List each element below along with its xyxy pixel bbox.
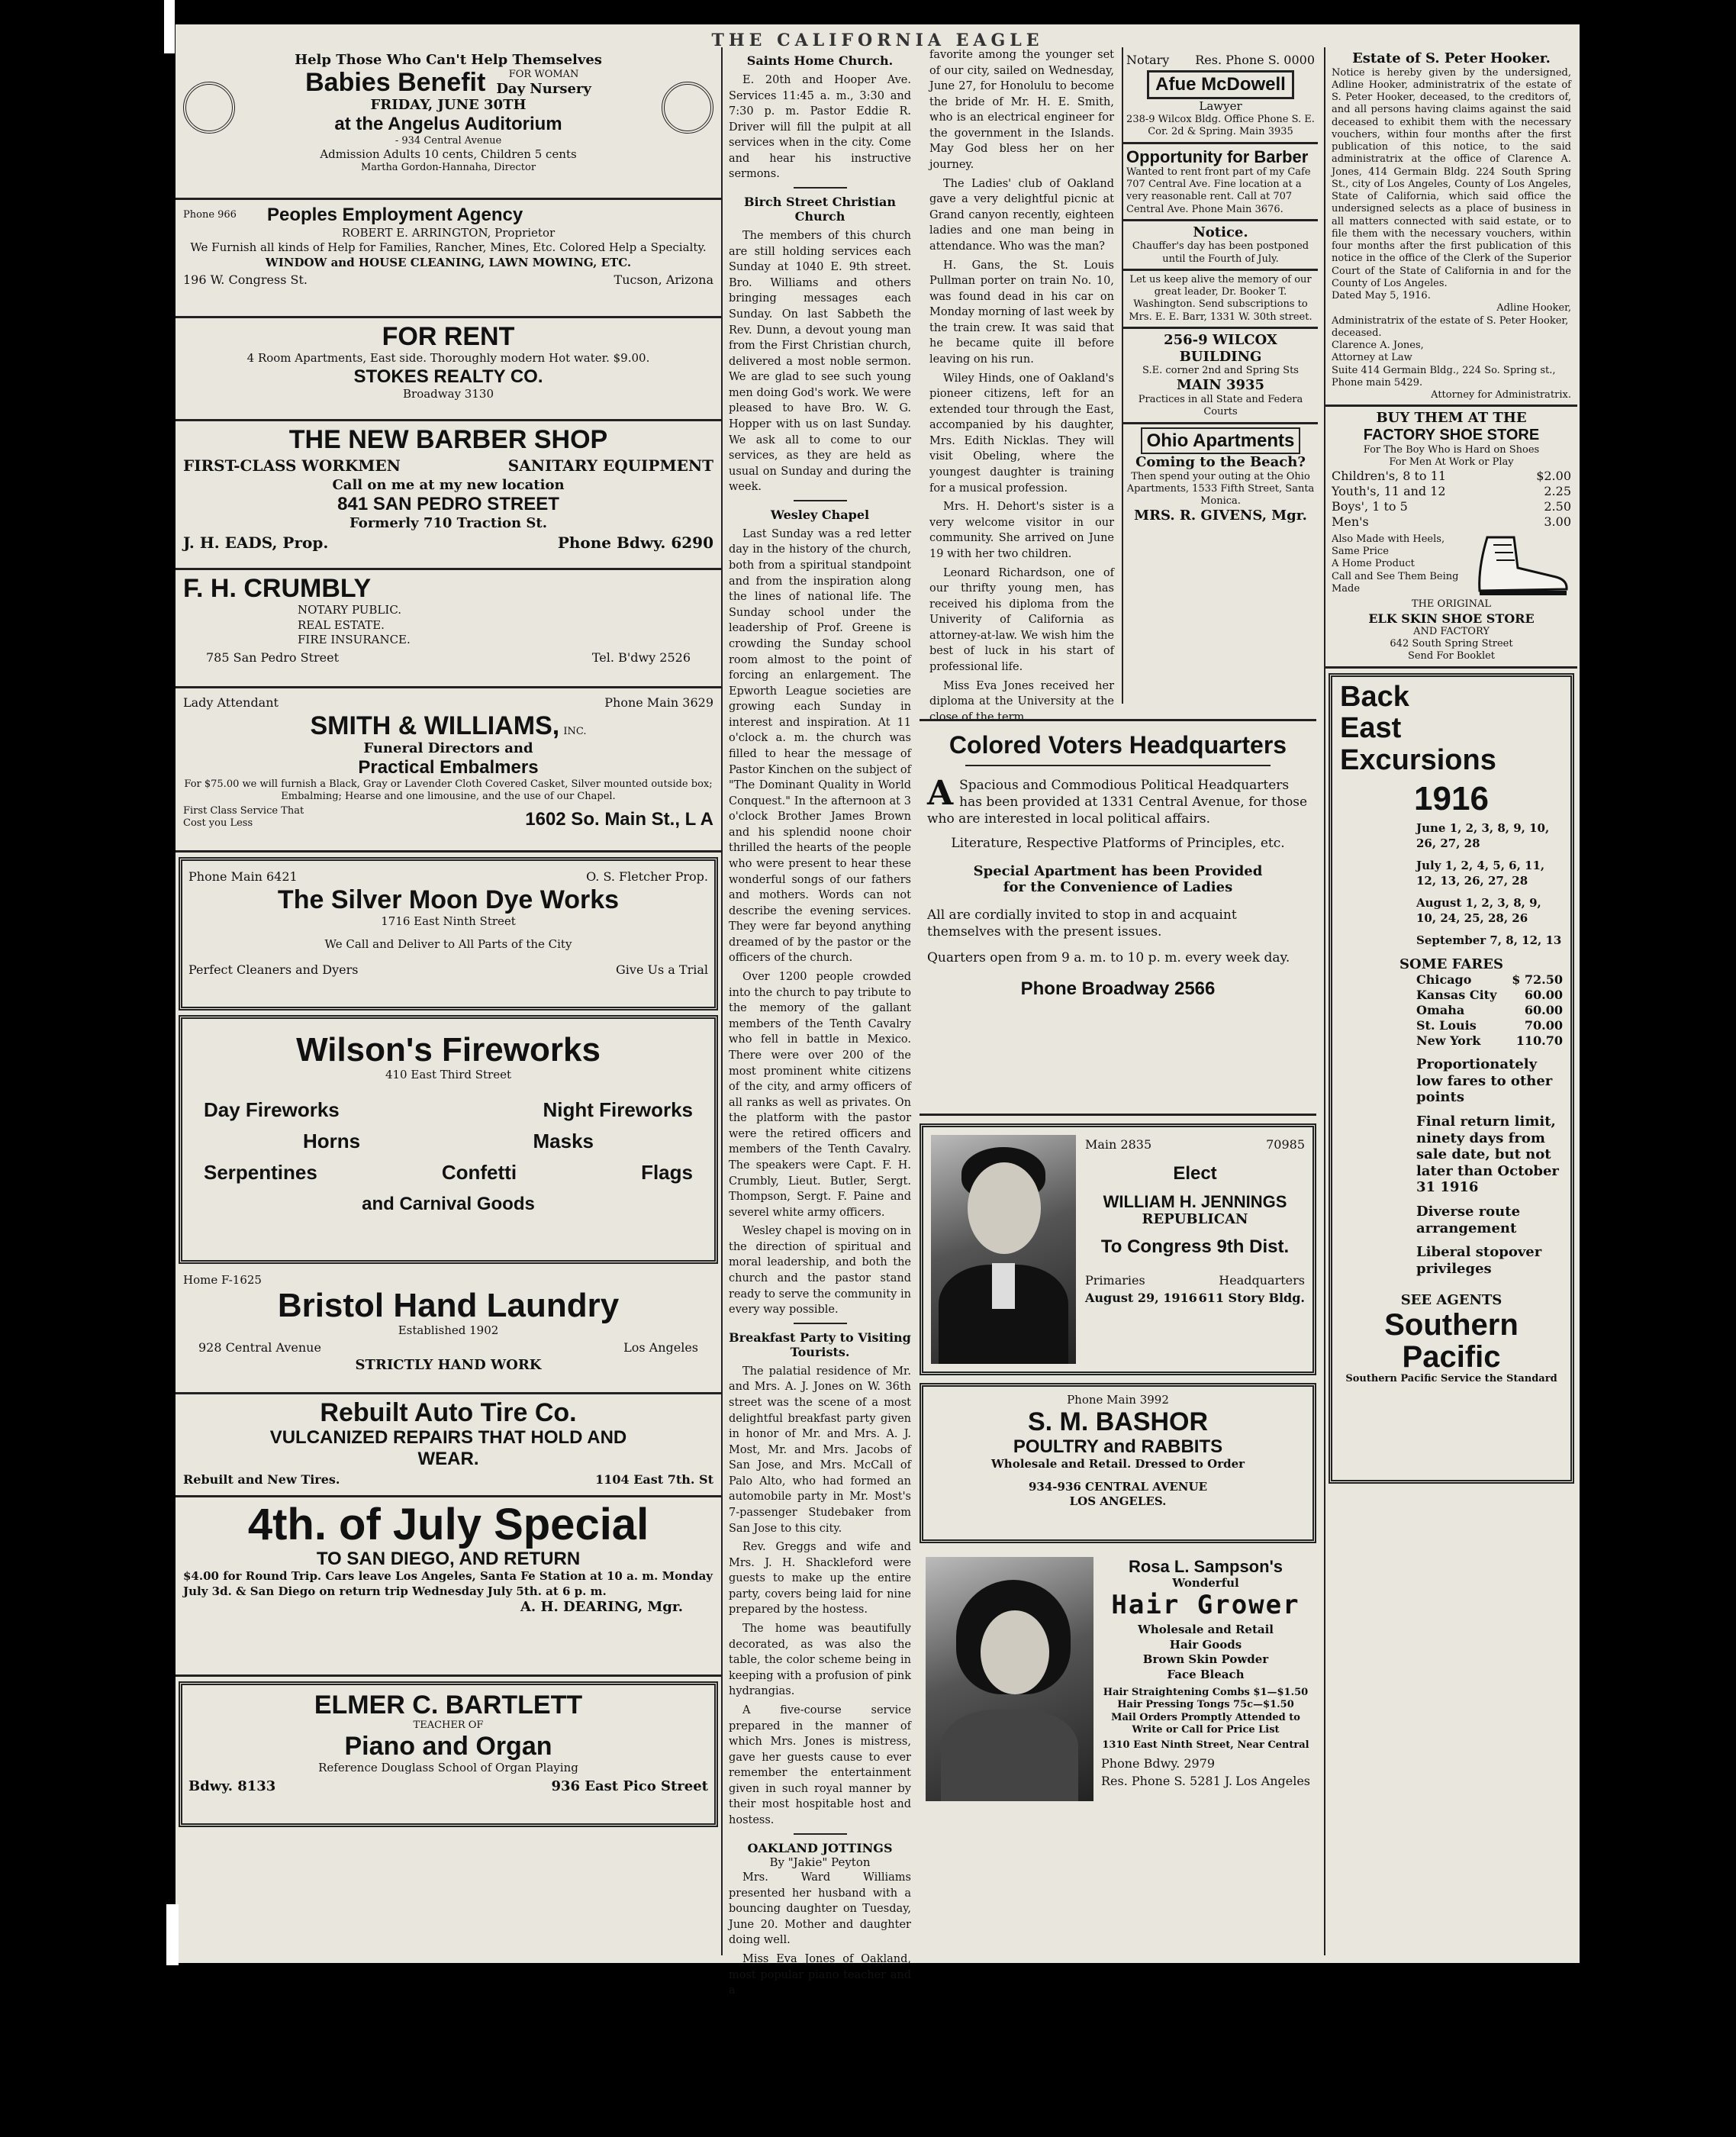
july-special-ad: [176, 1497, 721, 1677]
excursion-date-row: [1416, 821, 1563, 851]
bashor-desc: Wholesale and Retail. Dressed to Order: [990, 1457, 1245, 1471]
oakland-cont-7: Miss Eva Jones received her diploma at the University at the close of the term.: [929, 679, 1114, 724]
july-mgr: A. H. DEARING, Mgr.: [520, 1599, 683, 1616]
peoples-prop: ROBERT E. ARRINGTON, Proprietor: [341, 225, 556, 240]
legal-attorney: Attorney at Law: [1332, 352, 1412, 364]
barber-left: FIRST-CLASS WORKMEN: [183, 456, 401, 475]
barber-call: Call on me at my new location: [332, 477, 565, 494]
bartlett-addr: 936 East Pico Street: [551, 1778, 708, 1794]
peoples-addr: 196 W. Congress St.: [183, 272, 308, 288]
legal-attorney2: Attorney for Administratrix.: [1431, 389, 1571, 401]
wilson-r1b: Night Fireworks: [543, 1098, 693, 1121]
ornament-icon: [662, 82, 713, 134]
wesley-text-2: Over 1200 people crowded into the church to pay tribute to the memory of the gallant members of the Tenth Cavalry who fell in battle in Mexico. There were over 200 of the most prominent white citizens of the city, and army officers of all ranks as well as privates. On the platform with the pastor were the retired officers and members of the Tenth Cavalry. The speakers were Capt. F. H. Crumbly, Lieut. Butler, Sergt. Thompson, Sergt. F. Paine and severel white army officers.: [729, 971, 911, 1219]
peoples-city: Tucson, Arizona: [614, 272, 713, 288]
july-sub: TO SAN DIEGO, AND RETURN: [316, 1548, 581, 1569]
legal-head: Estate of S. Peter Hooker.: [1352, 50, 1551, 66]
opp-title: Opportunity for Barber: [1126, 147, 1309, 166]
jennings-office: To Congress 9th Dist.: [1100, 1236, 1290, 1258]
forrent-desc: 4 Room Apartments, East side. Thoroughly modern Hot water. $9.00.: [246, 351, 650, 366]
rebuilt-left: Rebuilt and New Tires.: [183, 1471, 340, 1487]
sampson-name: Rosa L. Sampson's: [1128, 1557, 1283, 1576]
wesley-text-1: Last Sunday was a red letter day in the history of the church, both from a spiritual standpoint and from the inspiration along the lines of national life. The Sunday school under the leadership of Prof. Greene is crowding the Sunday school room almost to the point of forcing an enlargement. The Epworth League societies are growing each Sunday in interest and inspiration. At 11 o'clock a. m. the church was filled to hear the message of Pastor Kinchen on the subject of "The Dominant Quality in World Conquest." In the afternoon at 3 o'clock Brother James Brown and his splendid noone choir thrilled the hearts of the people who were present to hear these wonderful songs of our fathers and mothers. Words can not describe the evening services. They were far beyond anything dreamed of by the pastor or the officers of the church.: [729, 527, 911, 965]
breakfast-text-2: Rev. Greggs and wife and Mrs. J. H. Shackleford were guests to make up the entire party, covers being laid for nine prepared by the hostess.: [729, 1541, 911, 1616]
bartlett-teacher: TEACHER OF: [413, 1720, 484, 1732]
shoe-size-price: 3.00: [1544, 514, 1571, 530]
rebuilt-tire-ad: [176, 1394, 721, 1497]
sampson-phone1: Phone Bdwy. 2979: [1101, 1756, 1216, 1771]
fare-city: New York: [1416, 1033, 1481, 1049]
wilson-r3a: Serpentines: [204, 1160, 317, 1184]
oakland-heading: OAKLAND JOTTINGS: [747, 1840, 893, 1855]
oakland-column: [923, 47, 1120, 724]
smith-phone: Phone Main 3629: [604, 695, 713, 710]
rebuilt-addr: 1104 East 7th. St: [595, 1471, 713, 1487]
colored-phone: Phone Broadway 2566: [1020, 978, 1216, 1000]
sp-pacific: Pacific: [1402, 1340, 1501, 1375]
rebuilt-sub: VULCANIZED REPAIRS THAT HOLD AND WEAR.: [269, 1427, 627, 1469]
excursion-days: 7, 8, 12, 13: [1490, 933, 1562, 948]
shoe-size-row: [1332, 499, 1571, 514]
bashor-addr: 934-936 CENTRAL AVENUE: [1028, 1479, 1208, 1494]
forrent-phone: Broadway 3130: [403, 387, 494, 401]
shoe-size-label: Youth's, 11 and 12: [1332, 484, 1446, 499]
bristol-city: Los Angeles: [623, 1340, 698, 1355]
babies-admission: Admission Adults 10 cents, Children 5 cents: [320, 147, 577, 161]
crumbly-title: F. H. CRUMBLY: [183, 574, 372, 603]
excursion-days: 1, 2, 4, 5, 6, 11, 12, 13, 26, 27, 28: [1416, 859, 1545, 888]
ohio-ad: [1123, 424, 1318, 528]
back-year: 1916: [1414, 780, 1489, 818]
rebuilt-title: Rebuilt Auto Tire Co.: [320, 1398, 577, 1427]
smith-inc: INC.: [563, 726, 587, 737]
shoe-size-label: Boys', 1 to 5: [1332, 499, 1408, 514]
newspaper-page: [176, 24, 1580, 1997]
legal-admin-title: Administratrix of the estate of S. Peter Hooker, deceased.: [1332, 314, 1569, 339]
notice-body: Chauffer's day has been postponed until the Fourth of July.: [1132, 240, 1309, 265]
crumbly-tel: Tel. B'dwy 2526: [591, 649, 691, 665]
smith-desc: For $75.00 we will furnish a Black, Gray or Lavender Cloth Covered Casket, Silver mounted outside box; Embalming; Hearse and one limousine, and the use of our Chapel.: [184, 778, 713, 802]
church-column: [721, 47, 917, 1997]
mcdowell-name: Afue McDowell: [1147, 70, 1294, 99]
birch-street-text: The members of this church are still holding services each Sunday at 1040 E. 9th street. Bro. Williams and others bringing messages each Sunday. On last Sabbeth the Rev. Dunn, a devout young man from the First Christian church, delivered a most noble sermon. We are glad to see such young men doing God's work. We were pleased to have Bro. W. G. Hopper with us on last Sunday. We ask all to come to our services, as they are held as usual on Sunday and during the week.: [729, 230, 911, 494]
fare-row: [1416, 1018, 1563, 1033]
jennings-ad: [920, 1123, 1316, 1375]
colored-p1: Spacious and Commodious Political Headquarters has been provided at 1331 Central Avenue, for those who are interested in local political affairs.: [927, 778, 1308, 827]
barber-phone: Phone Bdwy. 6290: [557, 533, 713, 553]
oakland-byline: By "Jakie" Peyton: [769, 1855, 871, 1869]
wilcox-corner: S.E. corner 2nd and Spring Sts: [1142, 365, 1299, 377]
mcdowell-lawyer: Lawyer: [1199, 98, 1242, 113]
back-diverse: Diverse route arrangement: [1416, 1204, 1521, 1236]
july-title: 4th. of July Special: [247, 1500, 649, 1549]
peoples-title: Peoples Employment Agency: [266, 205, 523, 225]
sampson-wonderful: Wonderful: [1172, 1576, 1239, 1591]
sampson-phone2: Res. Phone S. 5281 J.: [1101, 1774, 1233, 1789]
bartlett-sub: Piano and Organ: [344, 1731, 552, 1761]
saints-home-heading: Saints Home Church.: [746, 53, 894, 68]
smith-attendant: Lady Attendant: [183, 695, 279, 710]
silvermoon-call: We Call and Deliver to All Parts of the City: [324, 936, 572, 951]
sp-service: Southern Pacific Service the Standard: [1345, 1373, 1557, 1385]
babies-date: FRIDAY, JUNE 30TH: [370, 97, 527, 114]
shoe-size-label: Children's, 8 to 11: [1332, 469, 1446, 484]
legal-notice: [1325, 47, 1577, 407]
shoe-home: A Home Product: [1332, 558, 1415, 570]
smith-title: SMITH & WILLIAMS,: [310, 711, 560, 740]
shoe-size-row: [1332, 469, 1571, 484]
ohio-title: Ohio Apartments: [1141, 427, 1301, 455]
ohio-body: Then spend your outing at the Ohio Apartments, 1533 Fifth Street, Santa Monica.: [1126, 470, 1315, 508]
ads-column: [176, 47, 721, 1832]
factory-shoe-ad: [1325, 407, 1577, 668]
legal-body: Notice is hereby given by the undersigned, Adline Hooker, administratrix of the estate of S. Peter Hooker, deceased, to the creditors of, and all persons having claims against the said deceased to exhibit them with the necessary vouchers, within four months after the first publication of this notice, to the said administratrix at the office of Clarence A. Jones, 414 Germain Bldg. 224 South Spring St., city of Los Angeles, County of Los Angeles, State of California, which said office the undersigned selects as a place of business in all matters connected with said estate, or to file them with the necessary vouchers, within four months after the first publication of this notice in the office of the Clerk of the Superior Court of the State of California in and for the County of Los Angeles.: [1332, 66, 1571, 289]
fare-city: Kansas City: [1416, 988, 1497, 1003]
sampson-addr: 1310 East Ninth Street, Near Central: [1102, 1739, 1309, 1752]
sampson-title: Hair Grower: [1111, 1589, 1300, 1620]
bashor-title: S. M. BASHOR: [1027, 1407, 1209, 1436]
shoe-size-row: [1332, 484, 1571, 499]
excursion-date-row: [1416, 933, 1563, 949]
fare-city: Chicago: [1416, 972, 1472, 988]
wilcox-title: 256-9 WILCOX BUILDING: [1164, 331, 1277, 365]
colored-p3: Special Apartment has been Provided for the Convenience of Ladies: [973, 862, 1263, 896]
shoe-size-price: 2.50: [1544, 499, 1571, 514]
jennings-portrait-image: [931, 1135, 1076, 1364]
silver-moon-ad: [179, 857, 718, 1010]
silvermoon-left: Perfect Cleaners and Dyers: [188, 962, 359, 978]
bartlett-ref: Reference Douglass School of Organ Playing: [318, 1761, 578, 1775]
jennings-elect: Elect: [1173, 1163, 1217, 1184]
jennings-main: Main 2835: [1085, 1137, 1152, 1152]
breakfast-text-1: The palatial residence of Mr. and Mrs. A. J. Jones on W. 36th street was the scene of a most delightful breakfast party given in honor of Mr. and Mrs. A. J. Most, Mr. and Mrs. Jacobs of San Jose, and Mrs. McCall of Palo Alto, who had formed an automobile party in Mr. Most's 7-passenger Studebaker from San Jose to this city.: [729, 1365, 911, 1535]
fare-row: [1416, 972, 1563, 988]
fare-row: [1416, 1033, 1563, 1049]
colored-voters-ad: [920, 719, 1316, 1116]
barber-formerly: Formerly 710 Traction St.: [349, 514, 547, 531]
fares-head: SOME FARES: [1399, 956, 1503, 972]
mcdowell-notary: Notary: [1126, 53, 1170, 67]
forrent-name: STOKES REALTY CO.: [353, 366, 543, 387]
babies-venue: at the Angelus Auditorium: [334, 114, 562, 135]
silvermoon-title: The Silver Moon Dye Works: [277, 885, 620, 914]
wilson-r2a: Horns: [303, 1129, 361, 1152]
wilcox-ad: [1123, 329, 1318, 424]
peoples-phone: Phone 966: [183, 208, 237, 221]
sp-southern: Southern: [1384, 1308, 1519, 1342]
smith-williams-ad: [176, 688, 721, 853]
mcdowell-resphone: Res. Phone S. 0000: [1195, 53, 1315, 67]
excursion-days: 1, 2, 3, 8, 9, 10, 26, 27, 28: [1416, 821, 1550, 850]
ornament-icon: [183, 82, 235, 134]
smith-addr: 1602 So. Main St., L A: [525, 808, 713, 830]
excursion-month: June: [1416, 821, 1450, 836]
for-rent-ad: [176, 318, 721, 421]
shoe-addr: 642 South Spring Street: [1390, 638, 1513, 650]
colored-title: Colored Voters Headquarters: [949, 731, 1287, 759]
crumbly-addr: 785 San Pedro Street: [206, 649, 340, 665]
mcdowell-office: 238-9 Wilcox Bldg. Office Phone S. E. Cor. 2d & Spring. Main 3935: [1126, 114, 1315, 138]
shoe-booklet: Send For Booklet: [1407, 650, 1496, 662]
legal-dated: Dated May 5, 1916.: [1332, 290, 1431, 302]
jennings-primaries: Primaries: [1085, 1273, 1145, 1288]
sampson-ad: [920, 1551, 1316, 1803]
back-agents: SEE AGENTS: [1400, 1292, 1502, 1309]
jennings-name: WILLIAM H. JENNINGS: [1103, 1191, 1287, 1211]
shoe-head1: BUY THEM AT THE: [1376, 410, 1527, 427]
bristol-tag: STRICTLY HAND WORK: [355, 1357, 542, 1374]
washington-text: Let us keep alive the memory of our great leader, Dr. Booker T. Washington. Send subscriptions to Mrs. E. E. Barr, 1331 W. 30th street.: [1129, 273, 1312, 323]
colored-p4: All are cordially invited to stop in and acquaint themselves with the present issues.: [927, 907, 1237, 940]
fare-row: [1416, 1003, 1563, 1018]
shoe-sub1: For The Boy Who is Hard on Shoes: [1363, 443, 1540, 456]
bristol-addr: 928 Central Avenue: [198, 1340, 321, 1355]
oakland-cont-1: favorite among the younger set of our city, sailed on Wednesday, June 27, for Honolulu to become the bride of Mr. H. E. Smith, who is an electrical engineer for the government in the Islands. May God bless her on her journey.: [929, 49, 1114, 172]
bristol-est: Established 1902: [398, 1323, 499, 1337]
barber-addr: 841 SAN PEDRO STREET: [337, 493, 559, 514]
babies-director: Martha Gordon-Hannaha, Director: [360, 162, 536, 174]
fare-price: 60.00: [1524, 1003, 1563, 1018]
back-final: Final return limit, ninety days from sale date, but not later than October 31 1916: [1416, 1114, 1559, 1196]
sampson-l6: Hair Pressing Tongs 75c—$1.50: [1117, 1699, 1294, 1711]
shoe-size-label: Men's: [1332, 514, 1369, 530]
jennings-code: 70985: [1266, 1137, 1305, 1152]
legal-admin-name: Adline Hooker,: [1496, 302, 1571, 314]
ohio-sub: Coming to the Beach?: [1135, 454, 1306, 471]
opportunity-barber-ad: [1123, 144, 1318, 221]
bartlett-ad: [179, 1681, 718, 1827]
crumbly-l3: FIRE INSURANCE.: [298, 633, 411, 647]
wilson-title: Wilson's Fireworks: [296, 1031, 601, 1068]
wilson-fireworks-ad: [179, 1015, 718, 1264]
back-liberal: Liberal stopover privileges: [1416, 1244, 1542, 1277]
back-title: Back East Excursions: [1340, 680, 1496, 777]
silvermoon-right: Give Us a Trial: [616, 962, 708, 978]
back-prop: Proportionately low fares to other points: [1416, 1056, 1553, 1106]
crumbly-ad: [176, 570, 721, 688]
sampson-l7: Mail Orders Promptly Attended to Write or Call for Price List: [1111, 1711, 1300, 1736]
fare-price: 110.70: [1515, 1033, 1563, 1049]
silvermoon-phone: Phone Main 6421: [188, 869, 298, 884]
sampson-l3: Brown Skin Powder: [1142, 1652, 1269, 1667]
oakland-cont-5: Mrs. H. Dehort's sister is a very welcome visitor in our community. She arrived on June 19 with her two children.: [929, 501, 1114, 560]
shoe-icon: [1472, 530, 1571, 598]
oakland-text-1: Mrs. Ward Williams presented her husband with a bouncing daughter on Tuesday, June 20. Mother and daughter doing well.: [729, 1871, 911, 1947]
wesley-text-3: Wesley chapel is moving on in the direction of spiritual and moral leadership, and both the church and the pastor stand ready to serve the community in every way possible.: [729, 1225, 911, 1317]
ohio-mgr: MRS. R. GIVENS, Mgr.: [1134, 508, 1307, 524]
excursion-month: September: [1416, 933, 1490, 948]
july-desc: $4.00 for Round Trip. Cars leave Los Angeles, Santa Fe Station at 10 a. m. Monday July 3d. & San Diego on return trip Wednesday July 5th. at 6 p. m.: [183, 1569, 713, 1598]
wilcox-practices: Practices in all State and Federa Courts: [1138, 394, 1303, 418]
oakland-cont-4: Wiley Hinds, one of Oakland's pioneer citizens, left for an extended tour through the East, accompanied by his daughter, Mrs. Edith Nicklas. They will visit Obeling, where the youngest daughter is training for a musical profession.: [929, 372, 1114, 495]
shoe-size-price: $2.00: [1536, 469, 1571, 484]
fare-city: Omaha: [1416, 1003, 1465, 1018]
bashor-ad: [920, 1383, 1316, 1543]
barber-shop-ad: [176, 421, 721, 570]
excursion-dates: [1340, 821, 1563, 949]
shoe-sub2: For Men At Work or Play: [1389, 456, 1514, 469]
right-column: [1324, 47, 1577, 1955]
jennings-date: August 29, 1916: [1085, 1291, 1197, 1306]
scan-mark: [164, 0, 175, 53]
oakland-cont-3: H. Gans, the St. Louis Pullman porter on train No. 10, was found dead in his car on Monday morning of last week by the train crew. It was said that he became quite ill before leaving on his run.: [929, 259, 1114, 366]
washington-ad: [1123, 271, 1318, 329]
forrent-title: FOR RENT: [382, 322, 515, 351]
birch-street-heading: Birch Street Christian Church: [743, 195, 897, 224]
crumbly-l2: REAL ESTATE.: [298, 617, 385, 632]
colored-p5: Quarters open from 9 a. m. to 10 p. m. every week day.: [927, 949, 1290, 965]
babies-side1: FOR WOMAN: [508, 68, 579, 80]
barber-right: SANITARY EQUIPMENT: [507, 456, 713, 475]
excursion-month: July: [1416, 859, 1445, 873]
fare-price: $ 72.50: [1512, 972, 1563, 988]
oakland-cont-6: Leonard Richardson, one of our thrifty young men, has received his diploma from the Univerity of California as attorney-at-law. We wish him the best of luck in his start of professional life.: [929, 566, 1114, 673]
breakfast-text-4: A five-course service prepared in the manner of which Mrs. Jones is mistress, gave her guests cause to ever remember the entertainment given in such royal manner by their most hospitable host and hostess.: [729, 1703, 911, 1826]
masthead: THE CALIFORNIA EAGLE: [711, 31, 1044, 50]
smith-sub2: Practical Embalmers: [358, 756, 539, 778]
scan-mark: [166, 1904, 179, 1965]
excursion-month: August: [1416, 896, 1466, 911]
excursion-date-row: [1416, 896, 1563, 926]
fare-price: 70.00: [1524, 1018, 1563, 1033]
excursion-days: 1, 2, 3, 8, 9, 10, 24, 25, 28, 26: [1416, 896, 1541, 925]
smith-sub1: Funeral Directors and: [363, 740, 533, 757]
fare-row: [1416, 988, 1563, 1003]
bashor-sub: POULTRY and RABBITS: [1013, 1436, 1223, 1457]
shoe-also: Also Made with Heels, Same Price: [1332, 533, 1445, 558]
small-ads-column: [1122, 47, 1318, 704]
wilcox-main: MAIN 3935: [1176, 377, 1265, 394]
peoples-window: WINDOW and HOUSE CLEANING, LAWN MOWING, ETC.: [265, 255, 632, 269]
wilson-r3b: Confetti: [441, 1160, 517, 1184]
babies-side2: Day Nursery: [496, 80, 591, 97]
bartlett-phone: Bdwy. 8133: [188, 1778, 276, 1794]
wilson-last: and Carnival Goods: [362, 1193, 535, 1214]
shoe-size-row: [1332, 514, 1571, 530]
opp-body: Wanted to rent front part of my Cafe 707 Central Ave. Fine location at a very reasonable rent. Call at 707 Central Ave. Phone Main 3676.: [1126, 166, 1311, 215]
notice-ad: [1123, 221, 1318, 271]
fare-price: 60.00: [1524, 988, 1563, 1003]
sampson-portrait-image: [926, 1557, 1093, 1801]
shoe-size-price: 2.25: [1544, 484, 1571, 499]
colored-p2: Literature, Respective Platforms of Principles, etc.: [951, 836, 1285, 852]
jennings-hq: Headquarters: [1219, 1273, 1305, 1288]
sampson-l4: Face Bleach: [1167, 1667, 1245, 1681]
legal-jones: Clarence A. Jones,: [1332, 340, 1424, 352]
back-east-ad: [1329, 673, 1574, 1484]
colored-dropcap: A: [927, 774, 954, 814]
babies-title: Babies Benefit: [305, 67, 486, 97]
babies-top: Help Those Who Can't Help Themselves: [295, 52, 602, 68]
babies-benefit-ad: [176, 47, 721, 200]
peoples-desc: We Furnish all kinds of Help for Families, Rancher, Mines, Etc. Colored Help a Specialty.: [190, 240, 707, 255]
sampson-l1: Wholesale and Retail: [1137, 1623, 1274, 1637]
shoe-call: Call and See Them Being Made: [1332, 570, 1459, 595]
wesley-heading: Wesley Chapel: [770, 507, 870, 522]
shoe-head2: FACTORY SHOE STORE: [1363, 426, 1540, 443]
barber-title: THE NEW BARBER SHOP: [288, 425, 608, 454]
sampson-city: Los Angeles: [1235, 1774, 1310, 1789]
shoe-name2: ELK SKIN SHOE STORE: [1368, 611, 1535, 626]
sampson-l2: Hair Goods: [1169, 1637, 1242, 1652]
silvermoon-prop: O. S. Fletcher Prop.: [586, 869, 708, 884]
wilson-r1a: Day Fireworks: [204, 1098, 340, 1121]
bristol-laundry-ad: [176, 1268, 721, 1394]
bristol-title: Bristol Hand Laundry: [277, 1286, 620, 1324]
smith-left: First Class Service That Cost you Less: [183, 805, 304, 830]
excursion-date-row: [1416, 859, 1563, 888]
oakland-text-2: Miss Eva Jones of Oakland, most popular piano teacher and a: [729, 1952, 911, 1997]
jennings-hqaddr: 611 Story Bldg.: [1198, 1291, 1305, 1306]
wilson-r2b: Masks: [533, 1129, 594, 1152]
bartlett-title: ELMER C. BARTLETT: [314, 1691, 583, 1720]
fare-list: [1340, 972, 1563, 1049]
legal-suite: Suite 414 Germain Bldg., 224 So. Spring st., Phone main 5429.: [1332, 364, 1556, 388]
crumbly-l1: NOTARY PUBLIC.: [298, 603, 402, 617]
silvermoon-addr: 1716 East Ninth Street: [381, 914, 516, 929]
bashor-phone: Phone Main 3992: [1067, 1393, 1169, 1407]
wilson-r3c: Flags: [641, 1160, 693, 1184]
shoe-name3: AND FACTORY: [1413, 625, 1490, 637]
notice-title: Notice.: [1193, 224, 1248, 240]
fare-city: St. Louis: [1416, 1018, 1477, 1033]
saints-home-text: E. 20th and Hooper Ave. Services 11:45 a. m., 3:30 and 7:30 p. m. Pastor Eddie R. Driver will fill the pulpit at all services when in the city. Come and hear his instructive sermons.: [729, 74, 911, 181]
bristol-phone: Home F-1625: [183, 1273, 262, 1287]
wilson-addr: 410 East Third Street: [385, 1068, 512, 1082]
jennings-party: REPUBLICAN: [1142, 1210, 1248, 1227]
oakland-cont-2: The Ladies' club of Oakland gave a very delightful picnic at Grand canyon recently, eighteen ladies and one man being in attendance. Who was the man?: [929, 177, 1114, 253]
mcdowell-ad: [1123, 47, 1318, 144]
barber-prop: J. H. EADS, Prop.: [183, 533, 329, 553]
breakfast-text-3: The home was beautifully decorated, as was also the table, the color scheme being in keeping with a profusion of pink hydrangias.: [729, 1623, 911, 1698]
sampson-l5: Hair Straightening Combs $1—$1.50: [1103, 1687, 1309, 1699]
shoe-name1: THE ORIGINAL: [1411, 598, 1492, 611]
bashor-city: LOS ANGELES.: [1069, 1494, 1167, 1509]
peoples-employment-ad: [176, 200, 721, 318]
shoe-size-list: [1332, 469, 1571, 530]
babies-addr: - 934 Central Avenue: [395, 134, 502, 147]
breakfast-heading: Breakfast Party to Visiting Tourists.: [729, 1330, 911, 1359]
